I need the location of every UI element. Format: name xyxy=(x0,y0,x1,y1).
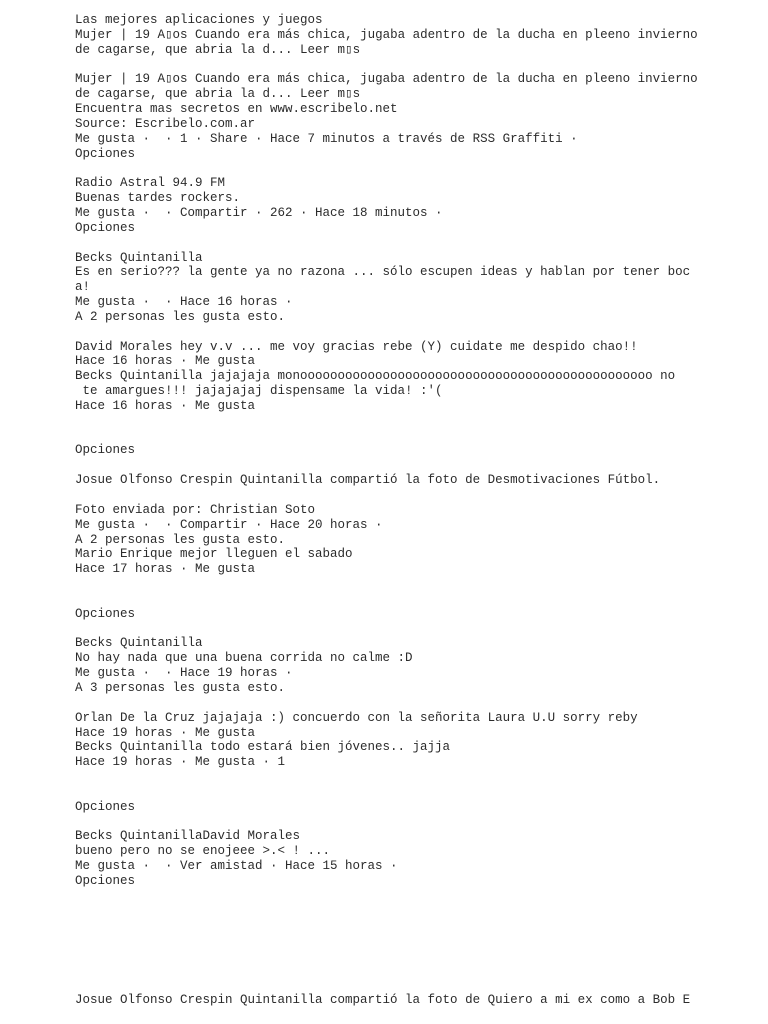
post5-comment1-meta[interactable]: Hace 19 horas · Me gusta xyxy=(75,725,256,740)
post3-actions[interactable]: Me gusta · · Hace 16 horas · xyxy=(75,295,293,310)
post3-comment2-meta[interactable]: Hace 16 horas · Me gusta xyxy=(75,398,256,413)
post5-author[interactable]: Becks Quintanilla xyxy=(75,636,203,651)
post6-text: bueno pero no se enojeee >.< ! ... xyxy=(75,844,331,859)
post2-author[interactable]: Radio Astral 94.9 FM xyxy=(75,176,226,191)
post4-comment1: Mario Enrique mejor lleguen el sabado xyxy=(75,547,353,562)
spacer xyxy=(75,488,755,503)
post2-actions[interactable]: Me gusta · · Compartir · 262 · Hace 18 minutos · xyxy=(75,205,443,220)
spacer xyxy=(75,577,755,607)
post6-options-link[interactable]: Opciones xyxy=(75,873,136,888)
post7-header[interactable]: Josue Olfonso Crespin Quintanilla compartió la foto de Quiero a mi ex como a Bob E xyxy=(75,992,691,1007)
post1-body-line1: Mujer | 19 A▯os Cuando era más chica, jugaba adentro de la ducha en pleeno invierno xyxy=(75,72,698,87)
post3-comment2-line1: Becks Quintanilla jajajaja monooooooooooooooooooooooooooooooooooooooooooooooo no xyxy=(75,369,676,384)
spacer xyxy=(75,161,755,176)
post3-text-line1: Es en serio??? la gente ya no razona ... sólo escupen ideas y hablan por tener boc xyxy=(75,265,691,280)
post1-options-link[interactable]: Opciones xyxy=(75,146,136,161)
post3-comment1: David Morales hey v.v ... me voy gracias rebe (Y) cuidate me despido chao!! xyxy=(75,339,638,354)
feed-page xyxy=(75,13,755,1008)
post5-comment1: Orlan De la Cruz jajajaja :) concuerdo con la señorita Laura U.U sorry reby xyxy=(75,710,638,725)
apps-games-link[interactable]: Las mejores aplicaciones y juegos xyxy=(75,13,323,27)
spacer xyxy=(75,325,755,340)
spacer xyxy=(75,58,755,73)
spacer xyxy=(75,622,755,637)
post2-text: Buenas tardes rockers. xyxy=(75,191,241,206)
post4-options-link[interactable]: Opciones xyxy=(75,606,136,621)
post4-header[interactable]: Josue Olfonso Crespin Quintanilla compartió la foto de Desmotivaciones Fútbol. xyxy=(75,473,661,488)
spacer xyxy=(75,889,755,993)
post1-secrets-text: Encuentra mas secretos en www.escribelo.net xyxy=(75,102,398,117)
post1-source-text: Source: Escribelo.com.ar xyxy=(75,116,256,131)
post3-options-link[interactable]: Opciones xyxy=(75,443,136,458)
post5-actions[interactable]: Me gusta · · Hace 19 horas · xyxy=(75,666,293,681)
post4-comment1-meta[interactable]: Hace 17 horas · Me gusta xyxy=(75,562,256,577)
post1-teaser-line2[interactable]: de cagarse, que abria la d... Leer m▯s xyxy=(75,42,361,57)
post6-author[interactable]: Becks QuintanillaDavid Morales xyxy=(75,829,301,844)
post4-likes[interactable]: A 2 personas les gusta esto. xyxy=(75,532,286,547)
post4-actions[interactable]: Me gusta · · Compartir · Hace 20 horas · xyxy=(75,517,383,532)
spacer xyxy=(75,236,755,251)
post3-comment1-meta[interactable]: Hace 16 horas · Me gusta xyxy=(75,354,256,369)
spacer xyxy=(75,696,755,711)
post1-teaser-line1: Mujer | 19 A▯os Cuando era más chica, jugaba adentro de la ducha en pleeno invierno xyxy=(75,27,698,42)
spacer xyxy=(75,815,755,830)
post1-actions[interactable]: Me gusta · · 1 · Share · Hace 7 minutos a través de RSS Graffiti · xyxy=(75,131,578,146)
post1-body-line2[interactable]: de cagarse, que abria la d... Leer m▯s xyxy=(75,87,361,102)
spacer xyxy=(75,458,755,473)
post5-options-link[interactable]: Opciones xyxy=(75,799,136,814)
post4-sent-by: Foto enviada por: Christian Soto xyxy=(75,502,316,517)
post5-comment2: Becks Quintanilla todo estará bien jóvenes.. jajja xyxy=(75,740,451,755)
post3-comment2-line2: te amargues!!! jajajajaj dispensame la vida! :'( xyxy=(75,384,443,399)
post2-options-link[interactable]: Opciones xyxy=(75,220,136,235)
post5-text: No hay nada que una buena corrida no calme :D xyxy=(75,651,413,666)
post3-author[interactable]: Becks Quintanilla xyxy=(75,250,203,265)
post3-text-line2: a! xyxy=(75,280,91,295)
post6-actions[interactable]: Me gusta · · Ver amistad · Hace 15 horas · xyxy=(75,859,398,874)
spacer xyxy=(75,770,755,800)
post3-likes[interactable]: A 2 personas les gusta esto. xyxy=(75,309,286,324)
post5-comment2-meta[interactable]: Hace 19 horas · Me gusta · 1 xyxy=(75,755,286,770)
post5-likes[interactable]: A 3 personas les gusta esto. xyxy=(75,680,286,695)
spacer xyxy=(75,414,755,444)
